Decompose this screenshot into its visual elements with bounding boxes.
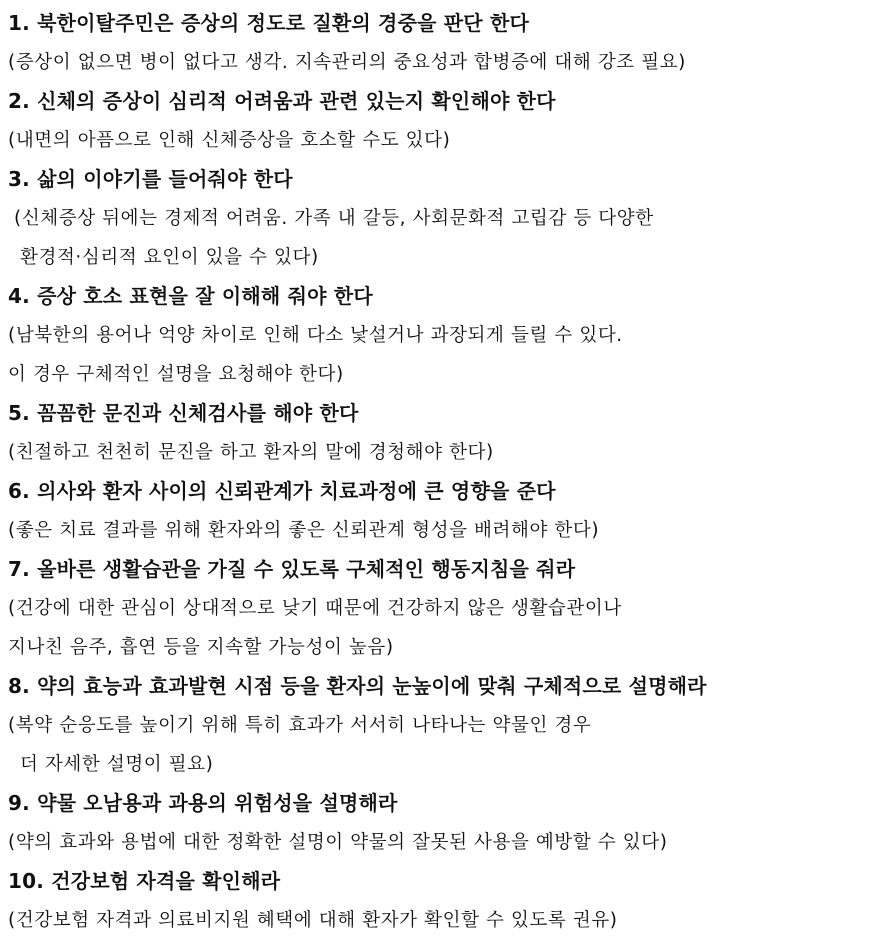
guideline-item-7 [8, 550, 881, 667]
guideline-note: (증상이 없으면 병이 없다고 생각. 지속관리의 중요성과 합병증에 대해 강조 필요) [8, 52, 686, 73]
guideline-item-10 [8, 862, 881, 940]
guideline-item-5 [8, 394, 881, 472]
guideline-note: (신체증상 뒤에는 경제적 어려움. 가족 내 갈등, 사회문화적 고립감 등 다양한 [14, 208, 654, 229]
guideline-heading: 9. 약물 오남용과 과용의 위험성을 설명해라 [8, 791, 398, 815]
guideline-heading: 10. 건강보험 자격을 확인해라 [8, 869, 281, 893]
guideline-item-4 [8, 277, 881, 394]
guideline-heading: 1. 북한이탈주민은 증상의 정도로 질환의 경중을 판단 한다 [8, 11, 530, 35]
guideline-note-continued: 지나친 음주, 흡연 등을 지속할 가능성이 높음) [8, 637, 394, 658]
guideline-note: (건강에 대한 관심이 상대적으로 낮기 때문에 건강하지 않은 생활습관이나 [8, 598, 622, 619]
guideline-note-continued: 환경적·심리적 요인이 있을 수 있다) [20, 247, 319, 268]
guideline-heading: 2. 신체의 증상이 심리적 어려움과 관련 있는지 확인해야 한다 [8, 89, 556, 113]
guideline-heading: 4. 증상 호소 표현을 잘 이해해 줘야 한다 [8, 284, 373, 308]
guideline-heading: 6. 의사와 환자 사이의 신뢰관계가 치료과정에 큰 영향을 준다 [8, 479, 556, 503]
guideline-note-continued: 이 경우 구체적인 설명을 요청해야 한다) [8, 364, 344, 385]
guideline-item-3 [8, 160, 881, 277]
guideline-note: (좋은 치료 결과를 위해 환자와의 좋은 신뢰관계 형성을 배려해야 한다) [8, 520, 600, 541]
guideline-heading: 7. 올바른 생활습관을 가질 수 있도록 구체적인 행동지침을 줘라 [8, 557, 576, 581]
guideline-note: (약의 효과와 용법에 대한 정확한 설명이 약물의 잘못된 사용을 예방할 수 있다) [8, 832, 668, 853]
guideline-item-6 [8, 472, 881, 550]
guideline-item-8 [8, 667, 881, 784]
guideline-item-1 [8, 4, 881, 82]
guideline-note: (복약 순응도를 높이기 위해 특히 효과가 서서히 나타나는 약물인 경우 [8, 715, 592, 736]
guideline-note: (내면의 아픔으로 인해 신체증상을 호소할 수도 있다) [8, 130, 451, 151]
guideline-note-continued: 더 자세한 설명이 필요) [20, 754, 214, 775]
guideline-heading: 3. 삶의 이야기를 들어줘야 한다 [8, 167, 293, 191]
guideline-note: (친절하고 천천히 문진을 하고 환자의 말에 경청해야 한다) [8, 442, 494, 463]
guideline-heading: 5. 꼼꼼한 문진과 신체검사를 해야 한다 [8, 401, 359, 425]
guideline-heading: 8. 약의 효능과 효과발현 시점 등을 환자의 눈높이에 맞춰 구체적으로 설명해라 [8, 674, 707, 698]
guideline-item-2 [8, 82, 881, 160]
guideline-item-9 [8, 784, 881, 862]
guideline-note: (건강보험 자격과 의료비지원 혜택에 대해 환자가 확인할 수 있도록 권유) [8, 910, 618, 931]
guideline-note: (남북한의 용어나 억양 차이로 인해 다소 낯설거나 과장되게 들릴 수 있다. [8, 325, 623, 346]
